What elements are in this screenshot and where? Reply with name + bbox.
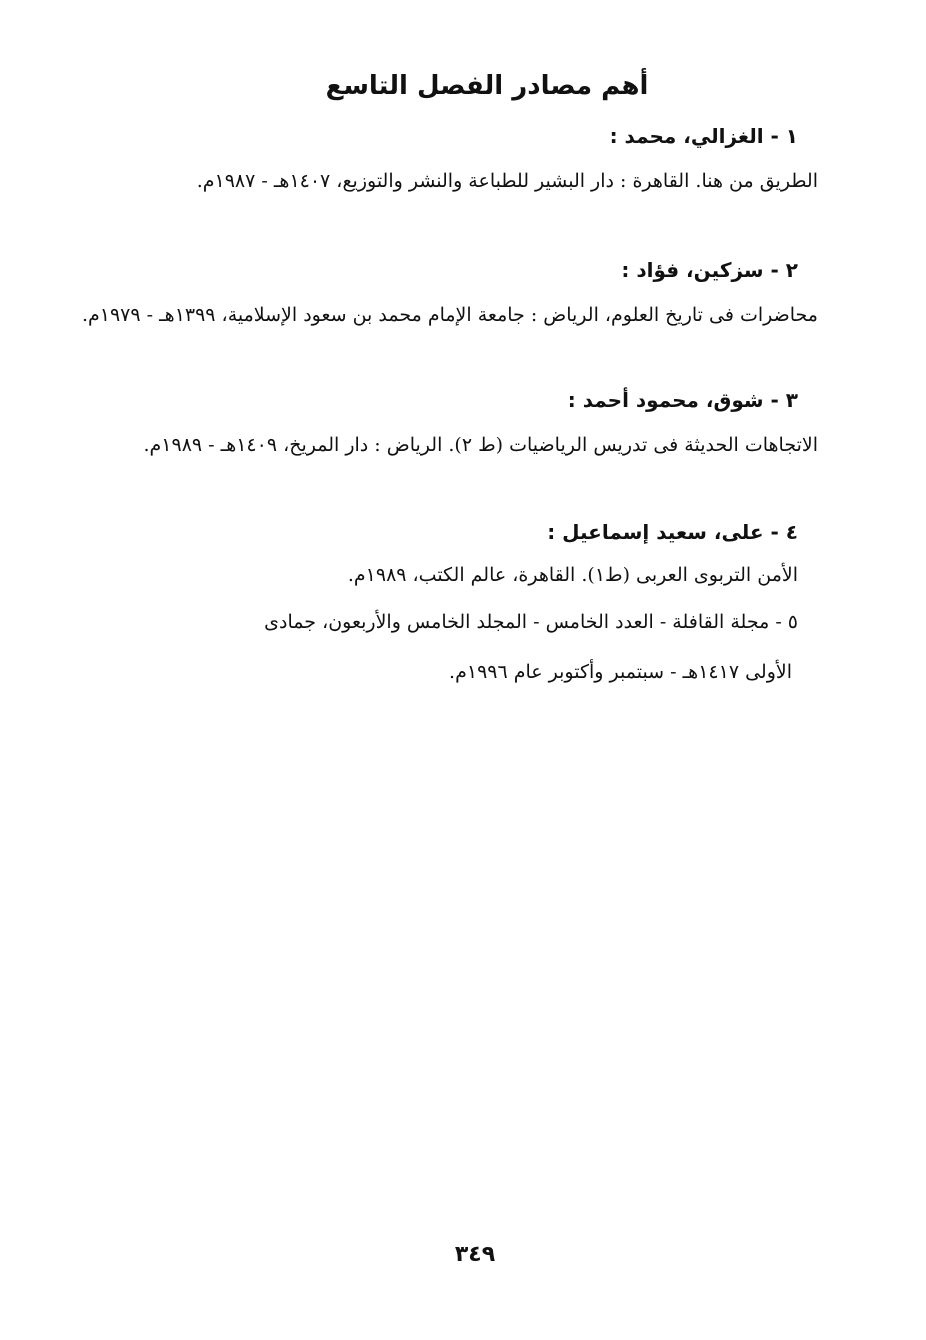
reference-2-author: ٢ - سزكين، فؤاد : xyxy=(621,258,798,282)
reference-4-author: ٤ - على، سعيد إسماعيل : xyxy=(547,520,798,544)
page-number: ٣٤٩ xyxy=(454,1242,496,1267)
reference-5-line-2: الأولى ١٤١٧هـ - سبتمبر وأكتوبر عام ١٩٩٦م. xyxy=(449,661,792,683)
reference-4-text: الأمن التربوى العربى (ط١). القاهرة، عالم الكتب، ١٩٨٩م. xyxy=(347,564,798,586)
reference-1-text: الطريق من هنا. القاهرة : دار البشير للطباعة والنشر والتوزيع، ١٤٠٧هـ - ١٩٨٧م. xyxy=(196,170,818,192)
page-title: أهم مصادر الفصل التاسع xyxy=(325,71,649,101)
reference-5-line-1: ٥ - مجلة القافلة - العدد الخامس - المجلد الخامس والأربعون، جمادى xyxy=(264,611,798,633)
reference-3-author: ٣ - شوق، محمود أحمد : xyxy=(567,388,798,412)
reference-2-text: محاضرات فى تاريخ العلوم، الرياض : جامعة الإمام محمد بن سعود الإسلامية، ١٣٩٩هـ - ١٩٧٩م. xyxy=(81,304,818,326)
reference-3-text: الاتجاهات الحديثة فى تدريس الرياضيات (ط ٢). الرياض : دار المريخ، ١٤٠٩هـ - ١٩٨٩م. xyxy=(143,434,818,456)
reference-1-author: ١ - الغزالي، محمد : xyxy=(609,124,798,148)
